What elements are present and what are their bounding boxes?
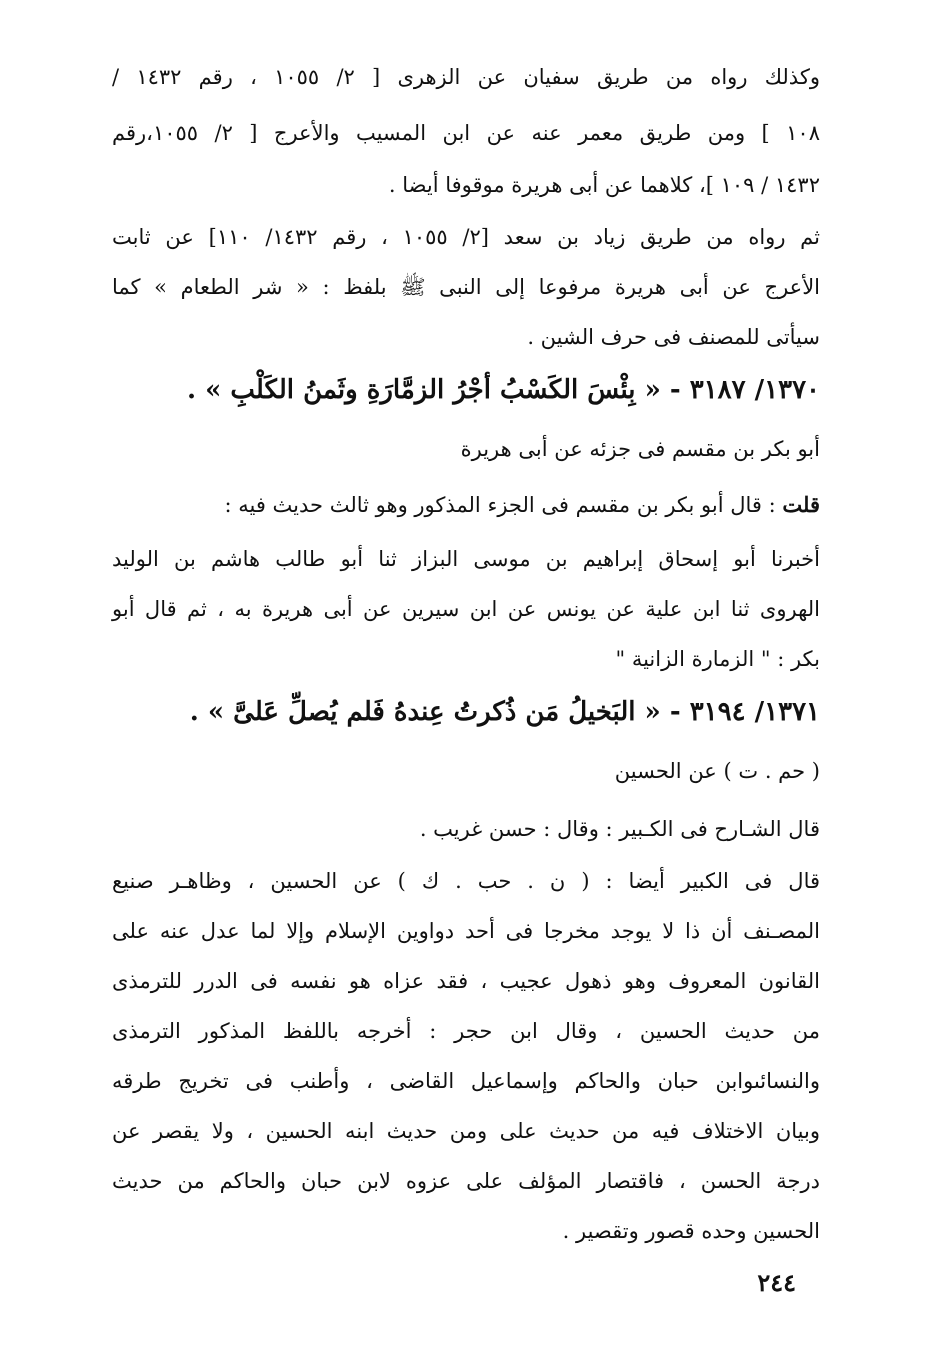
text-line: من حديث الحسين ، وقال ابن حجر : أخرجه باللفظ المذكور الترمذى	[112, 1019, 820, 1043]
text-line: ١٠٨ ] ومن طريق معمر عنه عن ابن المسيب والأعرج [ ٢/ ١٠٥٥،رقم	[112, 121, 820, 145]
page-number: ٢٤٤	[757, 1268, 796, 1297]
text-line: سيأتى للمصنف فى حرف الشين .	[527, 325, 820, 349]
hadith-heading: ١٣٧١/ ٣١٩٤ - « البَخيلُ مَن ذُكرتُ عِندهُ فَلم يُصلِّ عَلىَّ » .	[189, 697, 820, 727]
text-line: قال الشـارح فى الكـبير : وقال : حسن غريب .	[419, 817, 820, 841]
text-line: درجة الحسن ، فاقتصار المؤلف على عزوه لابن حبان والحاكم من حديث	[112, 1169, 820, 1193]
text-line: الأعرج عن أبى هريرة مرفوعا إلى النبى ﷺ بلفظ : « شر الطعام » كما	[112, 275, 820, 299]
text-line: وبيان الاختلاف فيه من حديث على ومن حديث ابنه الحسين ، ولا يقصر عن	[112, 1119, 820, 1143]
text-line: الحسين وحده قصور وتقصير .	[562, 1219, 820, 1243]
text-line: القانون المعروف وهو ذهول عجيب ، فقد عزاه هو نفسه فى الدرر للترمذى	[112, 969, 820, 993]
text-line: قال فى الكبير أيضا : ( ن . حب . ك ) عن الحسين ، وظاهـر صنيع	[112, 869, 820, 893]
source-line: ( حم . ت ) عن الحسين	[614, 759, 820, 783]
text-line: بكر : " الزمارة الزانية "	[615, 647, 820, 671]
text-line: وكذلك رواه من طريق سفيان عن الزهرى [ ٢/ ١٠٥٥ ، رقم ١٤٣٢ /	[112, 65, 820, 89]
text-line: المصـنف أن ذا لا يوجد مخرجا فى أحد دواوين الإسلام وإلا لما عدل عنه على	[112, 919, 820, 943]
text-line: أخبرنا أبو إسحاق إبراهيم بن موسى البزاز ثنا أبو طالب هاشم بن الوليد	[112, 547, 820, 571]
qult-text: : قال أبو بكر بن مقسم فى الجزء المذكور وهو ثالث حديث فيه :	[224, 493, 783, 517]
text-line: ثم رواه من طريق زياد بن سعد [٢/ ١٠٥٥ ، رقم ١٤٣٢/ ١١٠] عن ثابت	[112, 225, 820, 249]
qult-line	[112, 490, 820, 520]
text-line: والنسائىوابن حبان والحاكم وإسماعيل القاضى ، وأطنب فى تخريج طرقه	[112, 1069, 820, 1093]
qult-label: قلت	[782, 492, 820, 517]
source-line: أبو بكر بن مقسم فى جزئه عن أبى هريرة	[460, 437, 820, 461]
hadith-heading: ١٣٧٠/ ٣١٨٧ - « بِئْسَ الكَسْبُ أجْرُ الزمَّارَةِ وثَمنُ الكَلْبِ » .	[186, 375, 820, 405]
text-line: الهروى ثنا ابن علية عن يونس عن ابن سيرين عن أبى هريرة به ، ثم قال أبو	[112, 597, 820, 621]
text-line: ١٤٣٢ / ١٠٩ ]، كلاهما عن أبى هريرة موقوفا أيضا .	[388, 173, 820, 197]
